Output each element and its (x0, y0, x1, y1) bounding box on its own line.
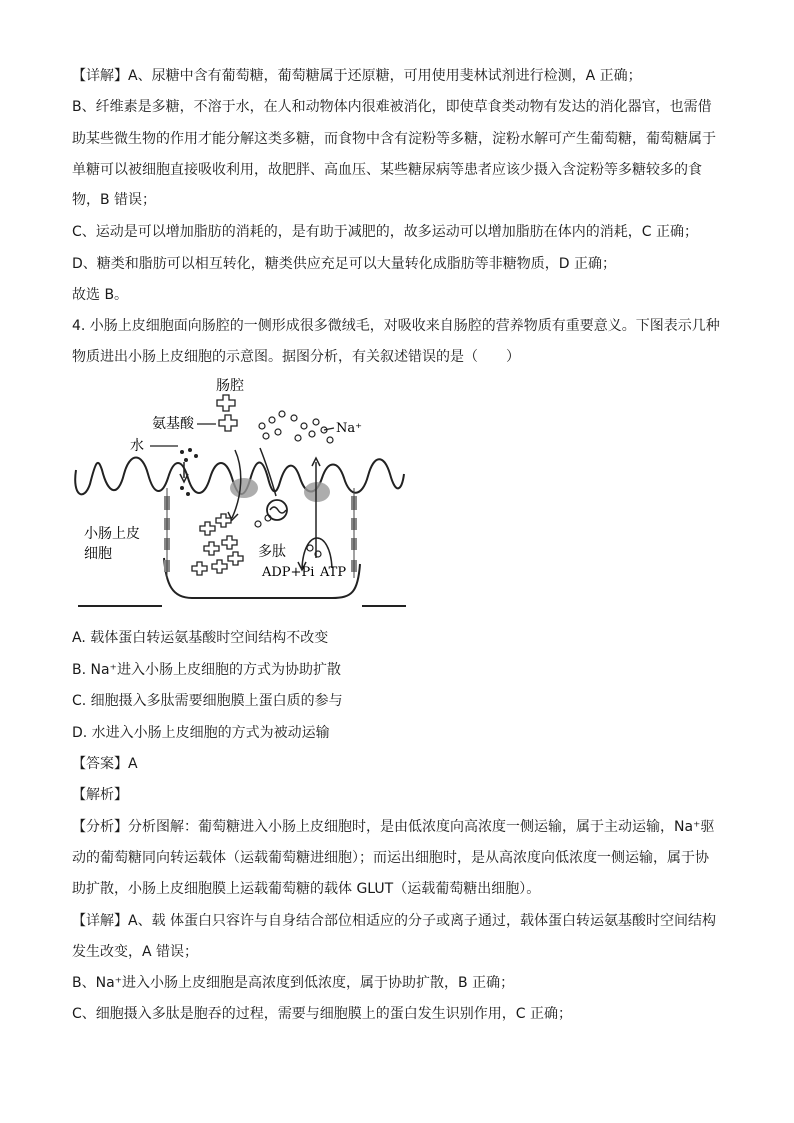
analysis-line: 助扩散，小肠上皮细胞膜上运载葡萄糖的载体 GLUT（运载葡萄糖出细胞）。 (72, 881, 541, 897)
analysis-line: 【分析】分析图解：葡萄糖进入小肠上皮细胞时，是由低浓度向高浓度一侧运输，属于主动运输，Na⁺驱 (72, 819, 715, 835)
label-amino-acid: 氨基酸 (152, 416, 194, 432)
detail-line: 【详解】A、载 体蛋白只容许与自身结合部位相适应的分子或离子通过，载体蛋白转运氨基酸时空间结构 (72, 913, 717, 929)
label-water: 水 (130, 438, 144, 454)
text-line: D、糖类和脂肪可以相互转化，糖类供应充足可以大量转化成脂肪等非糖物质，D 正确； (72, 256, 617, 272)
option-b: B. Na⁺进入小肠上皮细胞的方式为协助扩散 (72, 662, 341, 678)
text-line: 故选 B。 (72, 287, 129, 303)
text-line: 单糖可以被细胞直接吸收利用，故肥胖、高血压、某些糖尿病等患者应该少摄入含淀粉等多糖较多的食 (72, 162, 702, 178)
option-c: C. 细胞摄入多肽需要细胞膜上蛋白质的参与 (72, 693, 343, 709)
label-cell-1: 小肠上皮 (84, 526, 140, 542)
water-molecules (180, 448, 198, 496)
detail-line: B、Na⁺进入小肠上皮细胞是高浓度到低浓度，属于协助扩散，B 正确； (72, 975, 515, 991)
label-lumen: 肠腔 (216, 378, 244, 394)
label-atp: ATP (320, 565, 347, 580)
question-stem: 4. 小肠上皮细胞面向肠腔的一侧形成很多微绒毛，对吸收来自肠腔的营养物质有重要意义。下图表示几种 (72, 318, 720, 334)
option-d: D. 水进入小肠上皮细胞的方式为被动运输 (72, 725, 330, 741)
text-line: 【详解】A、尿糖中含有葡萄糖，葡萄糖属于还原糖，可用使用斐林试剂进行检测，A 正确； (72, 68, 642, 84)
text-line: C、运动是可以增加脂肪的消耗的，是有助于减肥的，故多运动可以增加脂肪在体内的消耗，C 正确； (72, 224, 698, 240)
text-line: 物，B 错误； (72, 192, 157, 208)
carrier-protein-na (304, 482, 330, 502)
label-peptide: 多肽 (258, 544, 286, 560)
label-adp: ADP+Pi (262, 565, 315, 580)
detail-line: C、细胞摄入多肽是胞吞的过程，需要与细胞膜上的蛋白发生识别作用，C 正确； (72, 1006, 572, 1022)
label-cell-2: 细胞 (84, 546, 112, 562)
text-line: B、纤维素是多糖，不溶于水，在人和动物体内很难被消化，即使草食类动物有发达的消化器官，也需借 (72, 99, 712, 115)
detail-line: 发生改变，A 错误； (72, 944, 199, 960)
analysis-heading: 【解析】 (72, 787, 128, 803)
carrier-protein (230, 478, 258, 498)
text-line: 助某些微生物的作用才能分解这类多糖，而食物中含有淀粉等多糖，淀粉水解可产生葡萄糖，葡萄糖属于 (72, 131, 716, 147)
analysis-line: 动的葡萄糖同向转运载体（运载葡萄糖进细胞）；而运出细胞时，是从高浓度向低浓度一侧运输，属于协 (72, 850, 709, 866)
option-a: A. 载体蛋白转运氨基酸时空间结构不改变 (72, 630, 329, 646)
answer-line: 【答案】A (72, 756, 138, 772)
question-stem: 物质进出小肠上皮细胞的示意图。据图分析，有关叙述错误的是（ ） (72, 349, 520, 365)
cell-transport-figure (72, 378, 412, 610)
label-na: Na⁺ (336, 421, 362, 436)
